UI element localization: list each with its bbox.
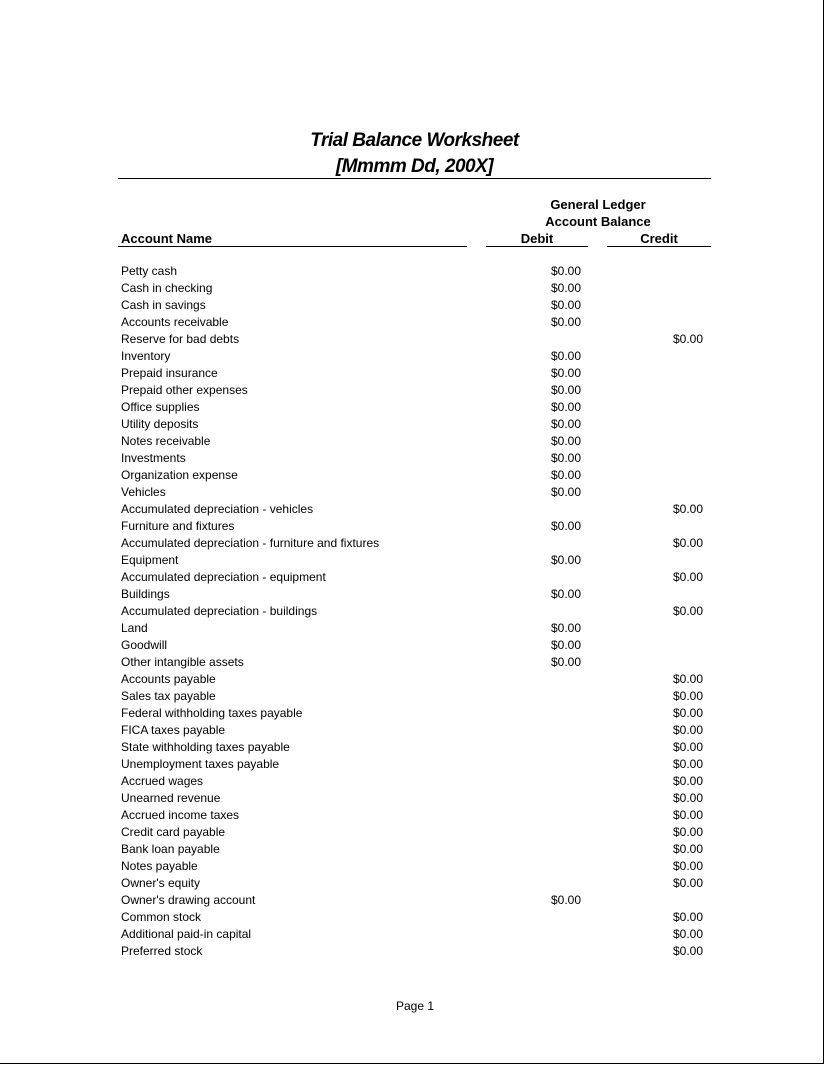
account-name-cell: Office supplies [121,400,200,414]
account-name-cell: Goodwill [121,638,168,652]
table-row [0,451,830,468]
debit-cell: $0.00 [550,400,581,414]
table-row [0,638,830,655]
credit-cell: $0.00 [672,842,703,856]
table-row [0,893,830,910]
column-header-account-name: Account Name [121,231,213,246]
table-row [0,264,830,281]
account-name-cell: Organization expense [121,468,238,482]
debit-cell: $0.00 [550,587,581,601]
header-group-line1: General Ledger [550,197,646,212]
table-row [0,417,830,434]
account-name-cell: Accumulated depreciation - equipment [121,570,326,584]
account-name-cell: Accounts payable [121,672,216,686]
page-number: Page 1 [395,999,435,1013]
table-row [0,740,830,757]
table-row [0,485,830,502]
debit-cell: $0.00 [550,621,581,635]
table-row [0,366,830,383]
credit-cell: $0.00 [672,689,703,703]
debit-cell: $0.00 [550,366,581,380]
debit-cell: $0.00 [550,468,581,482]
table-row [0,570,830,587]
table-row [0,655,830,672]
title-divider [118,178,711,179]
account-name-cell: Sales tax payable [121,689,216,703]
debit-cell: $0.00 [550,315,581,329]
account-name-cell: Buildings [121,587,170,601]
account-name-cell: Cash in savings [121,298,206,312]
account-name-cell: Accrued wages [121,774,204,788]
column-header-credit: Credit [640,231,678,246]
credit-underline [607,246,711,247]
credit-cell: $0.00 [672,672,703,686]
account-name-cell: Common stock [121,910,202,924]
account-name-cell: Additional paid-in capital [121,927,252,941]
debit-cell: $0.00 [550,638,581,652]
credit-cell: $0.00 [672,604,703,618]
table-row [0,859,830,876]
account-name-underline [118,246,467,247]
table-row [0,910,830,927]
account-name-cell: Accounts receivable [121,315,229,329]
table-row [0,757,830,774]
credit-cell: $0.00 [672,757,703,771]
table-row [0,281,830,298]
debit-cell: $0.00 [550,264,581,278]
account-name-cell: Notes receivable [121,434,211,448]
table-row [0,876,830,893]
table-row [0,468,830,485]
table-row [0,944,830,961]
debit-cell: $0.00 [550,417,581,431]
account-name-cell: Bank loan payable [121,842,220,856]
table-row [0,298,830,315]
account-name-cell: Furniture and fixtures [121,519,235,533]
account-name-cell: Accumulated depreciation - vehicles [121,502,314,516]
account-name-cell: Inventory [121,349,171,363]
table-row [0,825,830,842]
account-name-cell: Utility deposits [121,417,199,431]
debit-cell: $0.00 [550,519,581,533]
account-name-cell: Prepaid insurance [121,366,218,380]
table-row [0,315,830,332]
account-name-cell: Owner's drawing account [121,893,256,907]
table-row [0,723,830,740]
credit-cell: $0.00 [672,859,703,873]
column-header-debit: Debit [520,231,554,246]
debit-cell: $0.00 [550,281,581,295]
account-name-cell: Unearned revenue [121,791,221,805]
table-row [0,604,830,621]
table-row [0,502,830,519]
credit-cell: $0.00 [672,808,703,822]
table-row [0,842,830,859]
account-name-cell: Credit card payable [121,825,226,839]
account-name-cell: Petty cash [121,264,178,278]
account-name-cell: Reserve for bad debts [121,332,240,346]
account-table-body [0,264,830,961]
account-name-cell: Accumulated depreciation - furniture and fixtures [121,536,380,550]
account-name-cell: Prepaid other expenses [121,383,248,397]
table-row [0,621,830,638]
account-name-cell: FICA taxes payable [121,723,226,737]
table-row [0,587,830,604]
credit-cell: $0.00 [672,774,703,788]
table-row [0,332,830,349]
account-name-cell: Accrued income taxes [121,808,240,822]
credit-cell: $0.00 [672,570,703,584]
table-row [0,808,830,825]
table-row [0,927,830,944]
table-row [0,434,830,451]
account-name-cell: Owner's equity [121,876,200,890]
debit-cell: $0.00 [550,451,581,465]
debit-cell: $0.00 [550,655,581,669]
credit-cell: $0.00 [672,825,703,839]
header-group-line2: Account Balance [545,214,651,229]
credit-cell: $0.00 [672,502,703,516]
account-name-cell: Federal withholding taxes payable [121,706,303,720]
debit-cell: $0.00 [550,298,581,312]
account-name-cell: Other intangible assets [121,655,244,669]
debit-cell: $0.00 [550,893,581,907]
credit-cell: $0.00 [672,927,703,941]
table-row [0,553,830,570]
account-name-cell: Unemployment taxes payable [121,757,280,771]
account-name-cell: Cash in checking [121,281,213,295]
page-title: Trial Balance Worksheet [310,130,519,151]
debit-cell: $0.00 [550,553,581,567]
page-subtitle-date: [Mmmm Dd, 200X] [335,156,494,177]
table-row [0,383,830,400]
debit-cell: $0.00 [550,434,581,448]
account-name-cell: Vehicles [121,485,166,499]
debit-cell: $0.00 [550,383,581,397]
credit-cell: $0.00 [672,944,703,958]
table-row [0,536,830,553]
page-edge-bottom [0,1063,824,1064]
debit-cell: $0.00 [550,485,581,499]
credit-cell: $0.00 [672,706,703,720]
account-name-cell: State withholding taxes payable [121,740,290,754]
table-row [0,706,830,723]
credit-cell: $0.00 [672,791,703,805]
account-name-cell: Notes payable [121,859,198,873]
credit-cell: $0.00 [672,332,703,346]
table-row [0,689,830,706]
table-row [0,774,830,791]
credit-cell: $0.00 [672,740,703,754]
account-name-cell: Land [121,621,148,635]
debit-cell: $0.00 [550,349,581,363]
table-row [0,400,830,417]
account-name-cell: Accumulated depreciation - buildings [121,604,318,618]
account-name-cell: Preferred stock [121,944,203,958]
table-row [0,672,830,689]
credit-cell: $0.00 [672,536,703,550]
table-row [0,349,830,366]
credit-cell: $0.00 [672,723,703,737]
credit-cell: $0.00 [672,876,703,890]
account-name-cell: Equipment [121,553,179,567]
table-row [0,519,830,536]
credit-cell: $0.00 [672,910,703,924]
table-row [0,791,830,808]
debit-underline [486,246,588,247]
account-name-cell: Investments [121,451,186,465]
